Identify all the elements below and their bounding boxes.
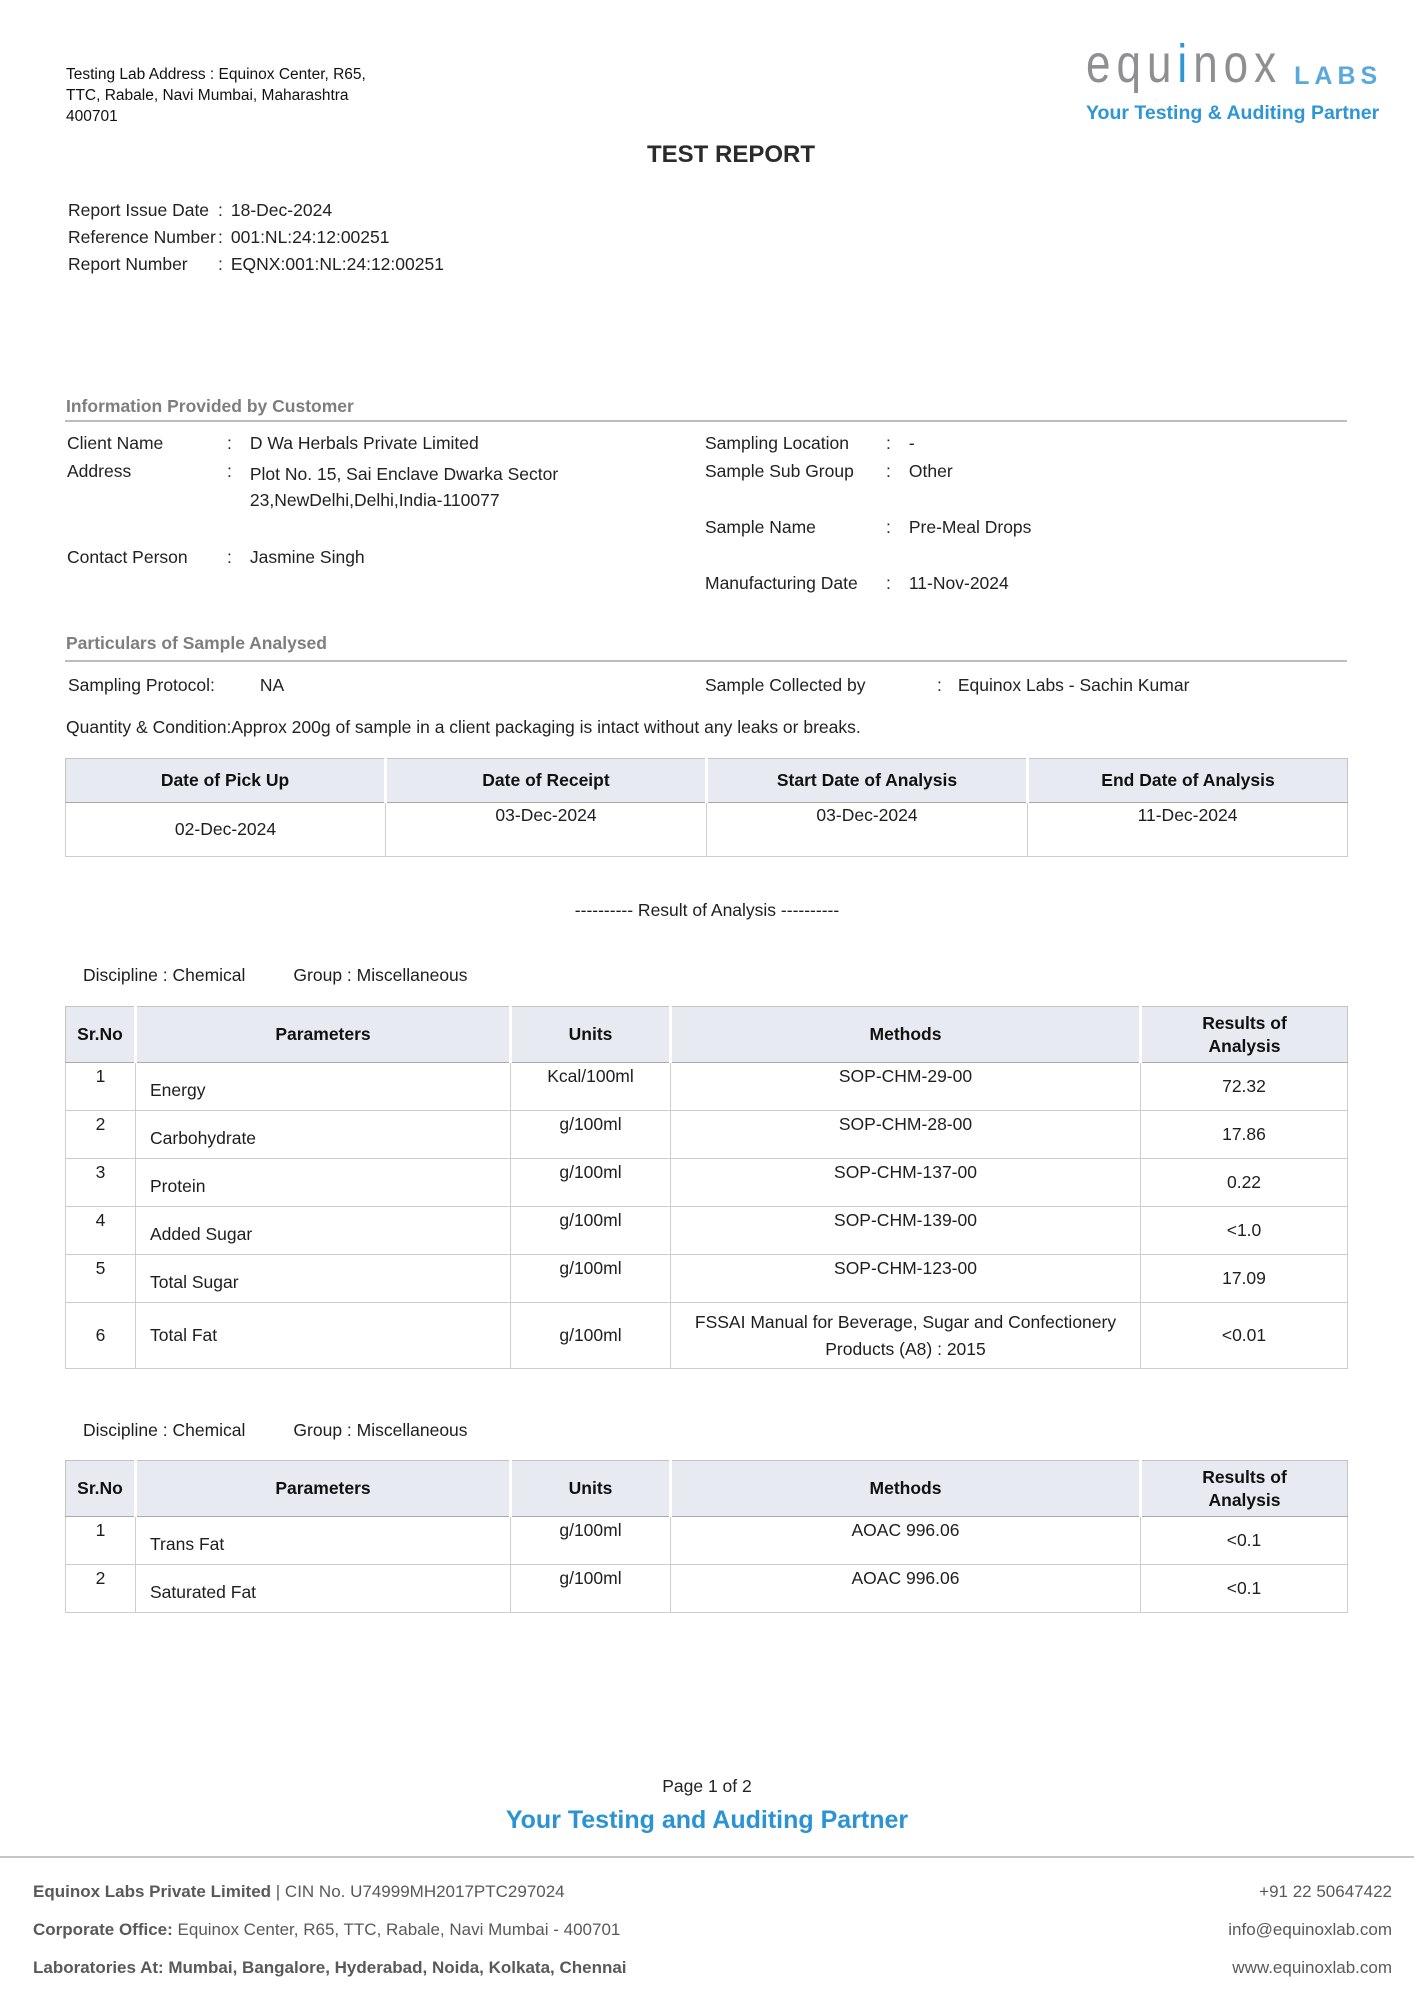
cell-parameter: Energy: [136, 1063, 511, 1111]
client-name-row: Client Name : D Wa Herbals Private Limited: [67, 433, 479, 453]
cell-parameter: Protein: [136, 1159, 511, 1207]
report-number-row: Report Number : EQNX:001:NL:24:12:00251: [68, 254, 444, 274]
results-header-row: [66, 1461, 1348, 1517]
section-rule: [65, 420, 1347, 422]
cell-result: 72.32: [1141, 1063, 1348, 1111]
reference-number-row: Reference Number : 001:NL:24:12:00251: [68, 227, 390, 247]
table-row: [66, 1255, 1348, 1303]
cell-method: SOP-CHM-29-00: [671, 1063, 1141, 1111]
logo-tagline: Your Testing & Auditing Partner: [1086, 102, 1380, 124]
report-info-block: [68, 197, 444, 278]
col-units: Units: [511, 1461, 671, 1517]
col-parameters: Parameters: [136, 1461, 511, 1517]
col-start-date: Start Date of Analysis: [707, 759, 1028, 803]
cell-method: SOP-CHM-139-00: [671, 1207, 1141, 1255]
col-srno: Sr.No: [66, 1007, 136, 1063]
cell-method: FSSAI Manual for Beverage, Sugar and Confectionery Products (A8) : 2015: [671, 1303, 1141, 1369]
col-date-of-pick-up: Date of Pick Up: [66, 759, 386, 803]
sampling-location-row: Sampling Location : -: [705, 433, 915, 453]
cell-srno: 1: [66, 1517, 136, 1565]
cell-result: 17.09: [1141, 1255, 1348, 1303]
section-heading-customer-info: Information Provided by Customer: [66, 396, 354, 416]
results-table-1: [65, 1006, 1348, 1369]
cell-method: SOP-CHM-137-00: [671, 1159, 1141, 1207]
cell-srno: 6: [66, 1303, 136, 1369]
cell-result: <0.1: [1141, 1517, 1348, 1565]
lab-address-line: Testing Lab Address : Equinox Center, R65,: [66, 66, 366, 83]
cell-method: SOP-CHM-123-00: [671, 1255, 1141, 1303]
sampling-protocol-value: NA: [259, 675, 285, 695]
col-results: Results of Analysis: [1141, 1007, 1348, 1063]
cell-result: <0.1: [1141, 1565, 1348, 1613]
cell-method: SOP-CHM-28-00: [671, 1111, 1141, 1159]
sampling-protocol-row: Sampling Protocol: NA: [68, 675, 285, 695]
table-row: [66, 1207, 1348, 1255]
cell-unit: g/100ml: [511, 1517, 671, 1565]
table-row: [66, 1159, 1348, 1207]
footer-website: www.equinoxlab.com: [1232, 1958, 1392, 1977]
partner-slogan: Your Testing and Auditing Partner: [505, 1806, 909, 1834]
cell-parameter: Total Fat: [136, 1303, 511, 1369]
lab-address-line: 400701: [66, 108, 118, 125]
cell-unit: g/100ml: [511, 1207, 671, 1255]
logo-blue-i: i: [1177, 34, 1194, 94]
col-units: Units: [511, 1007, 671, 1063]
sample-sub-group-row: Sample Sub Group : Other: [705, 461, 953, 481]
cell-result: <1.0: [1141, 1207, 1348, 1255]
footer-phone: +91 22 50647422: [1259, 1882, 1392, 1901]
section-rule: [65, 660, 1347, 662]
date-of-pick-up: 02-Dec-2024: [66, 803, 386, 857]
cell-parameter: Carbohydrate: [136, 1111, 511, 1159]
footer-email: info@equinoxlab.com: [1228, 1920, 1392, 1939]
cell-unit: g/100ml: [511, 1565, 671, 1613]
col-end-date: End Date of Analysis: [1028, 759, 1348, 803]
testing-lab-address: [66, 64, 366, 127]
cell-srno: 5: [66, 1255, 136, 1303]
logo-labs-text: LABS: [1294, 62, 1383, 90]
cell-method: AOAC 996.06: [671, 1565, 1141, 1613]
results-table-2: [65, 1460, 1348, 1613]
table-row: [66, 1565, 1348, 1613]
discipline-line-1: Discipline : Chemical Group : Miscellaneous: [83, 965, 468, 985]
footer-company-line: Equinox Labs Private Limited | CIN No. U74999MH2017PTC297024: [33, 1882, 565, 1901]
report-issue-date-row: Report Issue Date : 18-Dec-2024: [68, 200, 333, 220]
address-row: Address : Plot No. 15, Sai Enclave Dwarka Sector 23,NewDelhi,Delhi,India-110077: [67, 461, 559, 510]
dates-header-row: [66, 759, 1348, 803]
cell-result: <0.01: [1141, 1303, 1348, 1369]
table-row: [66, 1111, 1348, 1159]
col-srno: Sr.No: [66, 1461, 136, 1517]
cell-unit: g/100ml: [511, 1159, 671, 1207]
start-date-of-analysis: 03-Dec-2024: [707, 803, 1028, 857]
footer-divider: [0, 1856, 1414, 1858]
col-methods: Methods: [671, 1461, 1141, 1517]
contact-person-row: Contact Person : Jasmine Singh: [67, 547, 365, 567]
manufacturing-date-row: Manufacturing Date : 11-Nov-2024: [705, 573, 1009, 593]
cell-unit: g/100ml: [511, 1111, 671, 1159]
col-results: Results of Analysis: [1141, 1461, 1348, 1517]
page-title: TEST REPORT: [646, 141, 815, 168]
cell-parameter: Saturated Fat: [136, 1565, 511, 1613]
cell-result: 17.86: [1141, 1111, 1348, 1159]
lab-address-line: TTC, Rabale, Navi Mumbai, Maharashtra: [66, 87, 349, 104]
date-of-receipt: 03-Dec-2024: [386, 803, 707, 857]
logo-wordmark: [1086, 34, 1406, 94]
cell-unit: g/100ml: [511, 1255, 671, 1303]
dates-table: [65, 758, 1348, 857]
col-methods: Methods: [671, 1007, 1141, 1063]
cell-parameter: Added Sugar: [136, 1207, 511, 1255]
cell-srno: 2: [66, 1111, 136, 1159]
cell-unit: Kcal/100ml: [511, 1063, 671, 1111]
footer-corporate-office-line: Corporate Office: Equinox Center, R65, TTC, Rabale, Navi Mumbai - 400701: [33, 1920, 621, 1939]
cell-srno: 1: [66, 1063, 136, 1111]
sample-name-row: Sample Name : Pre-Meal Drops: [705, 517, 1032, 537]
equinox-labs-logo: [1086, 34, 1406, 125]
cell-parameter: Trans Fat: [136, 1517, 511, 1565]
dates-value-row: [66, 803, 1348, 857]
cell-method: AOAC 996.06: [671, 1517, 1141, 1565]
results-header-row: [66, 1007, 1348, 1063]
cell-result: 0.22: [1141, 1159, 1348, 1207]
end-date-of-analysis: 11-Dec-2024: [1028, 803, 1348, 857]
section-heading-particulars: Particulars of Sample Analysed: [66, 633, 327, 653]
cell-srno: 4: [66, 1207, 136, 1255]
discipline-line-2: Discipline : Chemical Group : Miscellaneous: [83, 1420, 468, 1440]
cell-srno: 2: [66, 1565, 136, 1613]
quantity-condition-line: Quantity & Condition:Approx 200g of sample in a client packaging is intact without any leaks or breaks.: [66, 717, 861, 737]
footer-laboratories-line: Laboratories At: Mumbai, Bangalore, Hyderabad, Noida, Kolkata, Chennai: [33, 1958, 627, 1977]
sample-collected-by-row: Sample Collected by : Equinox Labs - Sachin Kumar: [705, 675, 1190, 695]
logo-word-equinox: equinox: [1086, 34, 1283, 94]
cell-unit: g/100ml: [511, 1303, 671, 1369]
table-row: [66, 1063, 1348, 1111]
cell-srno: 3: [66, 1159, 136, 1207]
table-row: [66, 1303, 1348, 1369]
cell-parameter: Total Sugar: [136, 1255, 511, 1303]
table-row: [66, 1517, 1348, 1565]
result-of-analysis-divider: ---------- Result of Analysis ----------: [574, 900, 840, 920]
col-parameters: Parameters: [136, 1007, 511, 1063]
col-date-of-receipt: Date of Receipt: [386, 759, 707, 803]
page-number: Page 1 of 2: [662, 1776, 752, 1796]
